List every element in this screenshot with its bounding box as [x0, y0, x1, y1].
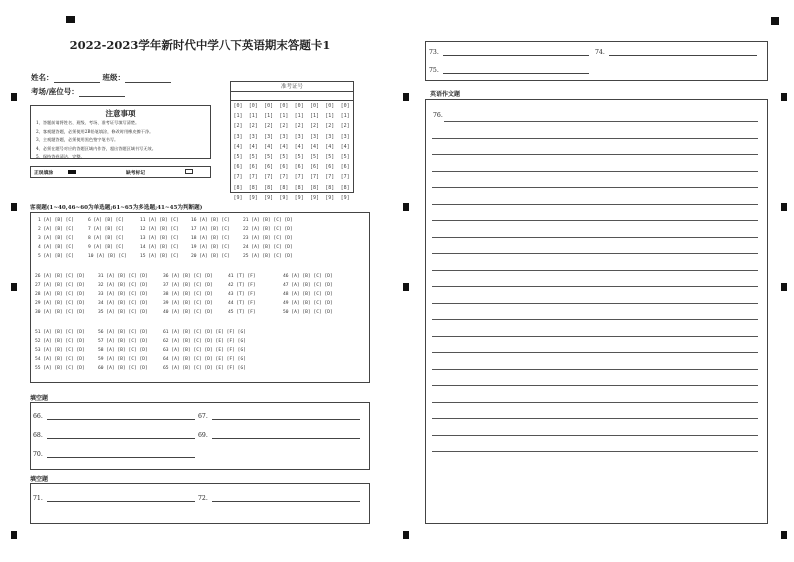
essay-writing-line[interactable]: [432, 220, 758, 221]
essay-writing-line[interactable]: [432, 385, 758, 386]
answer-choice-row[interactable]: 38 [A] [B] [C] [D]: [163, 291, 213, 297]
essay-writing-line[interactable]: [432, 154, 758, 155]
answer-75[interactable]: [429, 67, 589, 74]
digit-bubble[interactable]: [6]: [233, 164, 243, 171]
digit-bubble[interactable]: [1]: [279, 113, 289, 120]
exam-id-column[interactable]: [248, 101, 258, 203]
registration-mark: [11, 203, 17, 211]
digit-bubble[interactable]: [9]: [325, 194, 335, 201]
q66-label: 66.: [33, 413, 43, 420]
essay-writing-line[interactable]: [432, 369, 758, 370]
digit-bubble[interactable]: [4]: [309, 143, 320, 150]
digit-bubble[interactable]: [0]: [264, 103, 274, 109]
digit-bubble[interactable]: [4]: [233, 143, 243, 150]
q67-label: 67.: [198, 413, 208, 420]
answer-column: [163, 273, 213, 315]
answer-choice-row[interactable]: 59 [A] [B] [C] [D]: [98, 356, 148, 362]
q67-line[interactable]: [212, 413, 360, 420]
answer-74[interactable]: [595, 49, 757, 56]
answer-choice-row[interactable]: 51 [A] [B] [C] [D]: [35, 330, 85, 335]
answer-choice-row[interactable]: 28 [A] [B] [C] [D]: [35, 291, 85, 297]
answer-column: [228, 273, 256, 315]
answer-choice-row[interactable]: 44 [T] [F]: [228, 300, 256, 306]
registration-mark: [781, 531, 787, 539]
answer-choice-row[interactable]: 58 [A] [B] [C] [D]: [98, 347, 148, 353]
answer-column: [38, 217, 74, 259]
essay-writing-line[interactable]: [432, 171, 758, 172]
digit-bubble[interactable]: [6]: [279, 164, 289, 171]
answer-choice-row[interactable]: 1 [A] [B] [C]: [38, 218, 74, 223]
answer-choice-row[interactable]: 57 [A] [B] [C] [D]: [98, 338, 148, 344]
digit-bubble[interactable]: [1]: [340, 113, 350, 120]
answer-choice-row[interactable]: 10 [A] [B] [C]: [88, 253, 127, 259]
registration-mark: [771, 17, 779, 25]
answer-column: [191, 217, 230, 259]
answer-66[interactable]: [33, 413, 195, 420]
essay-writing-line[interactable]: [432, 204, 758, 205]
exam-id-write-row: [231, 92, 353, 101]
answer-choice-row[interactable]: 27 [A] [B] [C] [D]: [35, 282, 85, 288]
answer-choice-row[interactable]: 7 [A] [B] [C]: [88, 226, 124, 232]
answer-column: [163, 329, 246, 371]
essay-writing-line[interactable]: [432, 237, 758, 238]
digit-bubble[interactable]: [2]: [340, 123, 350, 130]
q69-label: 69.: [198, 432, 208, 439]
exam-id-column[interactable]: [340, 101, 350, 203]
q72-line[interactable]: [212, 495, 360, 502]
exam-id-column[interactable]: [310, 101, 320, 203]
digit-bubble[interactable]: [0]: [233, 103, 243, 109]
registration-mark: [781, 93, 787, 101]
digit-bubble[interactable]: [0]: [294, 103, 304, 109]
digit-bubble[interactable]: [3]: [325, 133, 335, 140]
room-seat-field[interactable]: [31, 86, 125, 97]
digit-bubble[interactable]: [2]: [325, 123, 335, 130]
digit-bubble[interactable]: [5]: [325, 153, 335, 160]
answer-choice-row[interactable]: 42 [T] [F]: [228, 282, 256, 288]
digit-bubble[interactable]: [0]: [309, 103, 320, 109]
digit-bubble[interactable]: [6]: [264, 164, 274, 171]
essay-writing-line[interactable]: [432, 187, 758, 188]
digit-bubble[interactable]: [5]: [340, 153, 350, 160]
digit-bubble[interactable]: [4]: [294, 143, 304, 150]
digit-bubble[interactable]: [8]: [325, 184, 335, 191]
answer-column: [35, 273, 85, 315]
essay-writing-line[interactable]: [432, 286, 758, 287]
answer-choice-row[interactable]: 22 [A] [B] [C] [D]: [243, 226, 293, 232]
answer-choice-row[interactable]: 4 [A] [B] [C]: [38, 244, 74, 250]
answer-choice-row[interactable]: 17 [A] [B] [C]: [191, 226, 230, 232]
registration-mark: [403, 531, 409, 539]
answer-choice-row[interactable]: 33 [A] [B] [C] [D]: [98, 291, 148, 297]
room-seat-label: 考场/座位号：: [31, 87, 79, 96]
q73-line[interactable]: [443, 49, 589, 56]
digit-bubble[interactable]: [1]: [233, 113, 243, 120]
digit-bubble[interactable]: [8]: [309, 184, 320, 191]
answer-choice-row[interactable]: 45 [T] [F]: [228, 309, 256, 315]
essay-writing-line[interactable]: [432, 319, 758, 320]
answer-choice-row[interactable]: 24 [A] [B] [C] [D]: [243, 244, 293, 250]
answer-choice-row[interactable]: 19 [A] [B] [C]: [191, 244, 230, 250]
answer-choice-row[interactable]: 32 [A] [B] [C] [D]: [98, 282, 148, 288]
essay-label-76: [433, 112, 443, 119]
digit-bubble[interactable]: [9]: [294, 194, 304, 201]
digit-bubble[interactable]: [5]: [248, 153, 258, 160]
exam-id-column[interactable]: [264, 101, 274, 203]
q74-line[interactable]: [609, 49, 757, 56]
digit-bubble[interactable]: [2]: [309, 123, 320, 130]
exam-id-column[interactable]: [233, 101, 243, 203]
essay-writing-line[interactable]: [432, 435, 758, 436]
digit-bubble[interactable]: [3]: [279, 133, 289, 140]
digit-bubble[interactable]: [2]: [248, 123, 258, 130]
answer-choice-row[interactable]: 47 [A] [B] [C] [D]: [283, 282, 333, 288]
notice-box: [30, 105, 211, 159]
q68-label: 68.: [33, 432, 43, 439]
answer-choice-row[interactable]: 53 [A] [B] [C] [D]: [35, 347, 85, 353]
digit-bubble[interactable]: [0]: [325, 103, 335, 109]
registration-mark: [11, 283, 17, 291]
answer-choice-row[interactable]: 29 [A] [B] [C] [D]: [35, 300, 85, 306]
right-top-box: [425, 41, 768, 81]
answer-choice-row[interactable]: 54 [A] [B] [C] [D]: [35, 356, 85, 362]
class-label: 班级：: [102, 73, 125, 82]
q74-label: 74.: [595, 49, 605, 56]
essay-writing-line[interactable]: [432, 418, 758, 419]
essay-writing-line[interactable]: [432, 402, 758, 403]
name-field[interactable]: [31, 72, 171, 83]
q75-line[interactable]: [443, 67, 589, 74]
digit-bubble[interactable]: [6]: [294, 164, 304, 171]
answer-choice-row[interactable]: 48 [A] [B] [C] [D]: [283, 291, 333, 297]
answer-choice-row[interactable]: 25 [A] [B] [C] [D]: [243, 253, 293, 259]
digit-bubble[interactable]: [4]: [325, 143, 335, 150]
answer-69[interactable]: [198, 432, 360, 439]
answer-choice-row[interactable]: 63 [A] [B] [C] [D] [E] [F] [G]: [163, 347, 246, 353]
digit-bubble[interactable]: [7]: [264, 174, 274, 181]
answer-choice-row[interactable]: 30 [A] [B] [C] [D]: [35, 309, 85, 315]
missing-mark-label: 正误填涂: [34, 170, 54, 176]
answer-column: [88, 217, 127, 259]
essay-header: 英语作文题: [430, 91, 461, 98]
digit-bubble[interactable]: [3]: [233, 133, 243, 140]
answer-column: [140, 217, 179, 259]
essay-writing-line[interactable]: [432, 336, 758, 337]
page-title: 2022-2023学年新时代中学八下英语期末答题卡1: [69, 38, 331, 52]
q72-label: 72.: [198, 495, 208, 502]
answer-choice-row[interactable]: 52 [A] [B] [C] [D]: [35, 338, 85, 344]
digit-bubble[interactable]: [8]: [294, 184, 304, 191]
answer-choice-row[interactable]: 12 [A] [B] [C]: [140, 226, 179, 232]
digit-bubble[interactable]: [7]: [325, 174, 335, 181]
digit-bubble[interactable]: [8]: [279, 184, 289, 191]
q70-label: 70.: [33, 451, 43, 458]
notice-title: 注意事项: [105, 109, 136, 118]
exam-id-column[interactable]: [325, 101, 335, 203]
answer-choice-row[interactable]: 18 [A] [B] [C]: [191, 235, 230, 241]
digit-bubble[interactable]: [3]: [309, 133, 320, 140]
essay-writing-line[interactable]: [432, 303, 758, 304]
q66-line[interactable]: [47, 413, 195, 420]
digit-bubble[interactable]: [2]: [233, 123, 243, 130]
answer-choice-row[interactable]: 36 [A] [B] [C] [D]: [163, 274, 213, 279]
essay-writing-line[interactable]: [432, 253, 758, 254]
digit-bubble[interactable]: [8]: [264, 184, 274, 191]
digit-bubble[interactable]: [2]: [294, 123, 304, 130]
essay-writing-line[interactable]: [432, 451, 758, 452]
digit-bubble[interactable]: [3]: [248, 133, 258, 140]
answer-choice-row[interactable]: 11 [A] [B] [C]: [140, 218, 179, 223]
fill-blank-header: 填空题: [30, 395, 49, 402]
answer-73[interactable]: [429, 49, 589, 56]
digit-bubble[interactable]: [5]: [309, 153, 320, 160]
digit-bubble[interactable]: [7]: [294, 174, 304, 181]
digit-bubble[interactable]: [3]: [340, 133, 350, 140]
digit-bubble[interactable]: [9]: [233, 194, 243, 201]
digit-bubble[interactable]: [6]: [325, 164, 335, 171]
q69-line[interactable]: [212, 432, 360, 439]
answer-choice-row[interactable]: 34 [A] [B] [C] [D]: [98, 300, 148, 306]
answer-choice-row[interactable]: 31 [A] [B] [C] [D]: [98, 274, 148, 279]
digit-bubble[interactable]: [4]: [340, 143, 350, 150]
absent-mark-label: 缺考标记: [126, 170, 146, 176]
digit-bubble[interactable]: [0]: [279, 103, 289, 109]
answer-choice-row[interactable]: 23 [A] [B] [C] [D]: [243, 235, 293, 241]
name-input-line[interactable]: [54, 74, 100, 83]
q70-line[interactable]: [47, 451, 195, 458]
answer-choice-row[interactable]: 61 [A] [B] [C] [D] [E] [F] [G]: [163, 330, 246, 335]
answer-choice-row[interactable]: 55 [A] [B] [C] [D]: [35, 365, 85, 371]
answer-column: [35, 329, 85, 371]
answer-choice-row[interactable]: 2 [A] [B] [C]: [38, 226, 74, 232]
q71-label: 71.: [33, 495, 43, 502]
answer-choice-row[interactable]: 64 [A] [B] [C] [D] [E] [F] [G]: [163, 356, 246, 362]
answer-choice-row[interactable]: 40 [A] [B] [C] [D]: [163, 309, 213, 315]
digit-bubble[interactable]: [7]: [248, 174, 258, 181]
registration-mark: [781, 283, 787, 291]
digit-bubble[interactable]: [1]: [248, 113, 258, 120]
mark-legend: [30, 166, 211, 178]
notice-line: 1、答题前请将姓名、班级、考场、准考证号填写清楚。: [36, 120, 140, 125]
answer-choice-row[interactable]: 37 [A] [B] [C] [D]: [163, 282, 213, 288]
answer-choice-row[interactable]: 8 [A] [B] [C]: [88, 235, 124, 241]
registration-mark: [403, 203, 409, 211]
answer-choice-row[interactable]: 39 [A] [B] [C] [D]: [163, 300, 213, 306]
name-label: 姓名：: [31, 73, 54, 82]
answer-choice-row[interactable]: 21 [A] [B] [C] [D]: [243, 218, 293, 223]
filled-sample: [68, 170, 76, 174]
exam-id-header: 准考证号: [231, 82, 353, 92]
answer-72[interactable]: [198, 495, 360, 502]
answer-choice-row[interactable]: 9 [A] [B] [C]: [88, 244, 124, 250]
digit-bubble[interactable]: [8]: [233, 184, 243, 191]
answer-choice-row[interactable]: 49 [A] [B] [C] [D]: [283, 300, 333, 306]
answer-choice-row[interactable]: 3 [A] [B] [C]: [38, 235, 74, 241]
answer-column: [98, 329, 148, 371]
digit-bubble[interactable]: [8]: [340, 184, 350, 191]
fill-blank-box: [30, 483, 370, 524]
q73-label: 73.: [429, 49, 439, 56]
essay-writing-line[interactable]: [432, 352, 758, 353]
digit-bubble[interactable]: [1]: [264, 113, 274, 120]
answer-choice-row[interactable]: 60 [A] [B] [C] [D]: [98, 365, 148, 371]
answer-choice-row[interactable]: 13 [A] [B] [C]: [140, 235, 179, 241]
digit-bubble[interactable]: [3]: [264, 133, 274, 140]
digit-bubble[interactable]: [9]: [279, 194, 289, 201]
digit-bubble[interactable]: [7]: [309, 174, 320, 181]
notice-line: 3、主观题答题，必须使用黑色签字笔书写。: [36, 137, 119, 142]
answer-68[interactable]: [33, 432, 195, 439]
digit-bubble[interactable]: [4]: [248, 143, 258, 150]
notice-line: 2、客观题答题，必须使用2B铅笔填涂，修改时用橡皮擦干净。: [36, 128, 154, 134]
digit-bubble[interactable]: [9]: [248, 194, 258, 201]
registration-mark: [781, 203, 787, 211]
notice-line: 4、必须在题号对应的答题区域内作答，超出答题区域书写无效。: [36, 145, 156, 151]
exam-id-column[interactable]: [279, 101, 289, 203]
digit-bubble[interactable]: [7]: [279, 174, 289, 181]
answer-choice-row[interactable]: 26 [A] [B] [C] [D]: [35, 274, 85, 279]
digit-bubble[interactable]: [1]: [325, 113, 335, 120]
q75-label: 75.: [429, 67, 439, 74]
absent-checkbox[interactable]: [185, 169, 193, 174]
answer-choice-row[interactable]: 14 [A] [B] [C]: [140, 244, 179, 250]
digit-bubble[interactable]: [5]: [264, 153, 274, 160]
essay-writing-line[interactable]: [432, 270, 758, 271]
answer-choice-row[interactable]: 16 [A] [B] [C]: [191, 218, 230, 223]
objective-header: 客观题(1~40,46~60为单选题;61~65为多选题;41~45为判断题): [30, 205, 203, 211]
digit-bubble[interactable]: [6]: [248, 164, 258, 171]
registration-mark: [403, 93, 409, 101]
answer-choice-row[interactable]: 46 [A] [B] [C] [D]: [283, 274, 333, 279]
digit-bubble[interactable]: [4]: [264, 143, 274, 150]
answer-choice-row[interactable]: 65 [A] [B] [C] [D] [E] [F] [G]: [163, 365, 246, 371]
q76-label: 76.: [433, 112, 443, 119]
digit-bubble[interactable]: [1]: [294, 113, 304, 120]
answer-choice-row[interactable]: 41 [T] [F]: [228, 274, 256, 279]
digit-bubble[interactable]: [2]: [264, 123, 274, 130]
exam-id-bubbles[interactable]: [230, 101, 354, 201]
registration-mark: [66, 16, 75, 23]
essay-box: [425, 99, 768, 524]
registration-mark: [11, 93, 17, 101]
answer-choice-row[interactable]: 15 [A] [B] [C]: [140, 253, 179, 259]
exam-id-column[interactable]: [294, 101, 304, 203]
answer-choice-row[interactable]: 62 [A] [B] [C] [D] [E] [F] [G]: [163, 338, 246, 344]
class-input-line[interactable]: [125, 74, 171, 83]
answer-71[interactable]: [33, 495, 195, 502]
answer-column: [98, 273, 148, 315]
digit-bubble[interactable]: [1]: [309, 113, 320, 120]
digit-bubble[interactable]: [5]: [294, 153, 304, 160]
digit-bubble[interactable]: [2]: [279, 123, 289, 130]
digit-bubble[interactable]: [0]: [340, 103, 350, 109]
answer-67[interactable]: [198, 413, 360, 420]
digit-bubble[interactable]: [0]: [248, 103, 258, 109]
answer-choice-row[interactable]: 20 [A] [B] [C]: [191, 253, 230, 259]
room-seat-input-line[interactable]: [79, 88, 125, 97]
digit-bubble[interactable]: [6]: [309, 164, 320, 171]
digit-bubble[interactable]: [5]: [233, 153, 243, 160]
digit-bubble[interactable]: [7]: [233, 174, 243, 181]
digit-bubble[interactable]: [9]: [309, 194, 320, 201]
digit-bubble[interactable]: [9]: [340, 194, 350, 201]
digit-bubble[interactable]: [4]: [279, 143, 289, 150]
q68-line[interactable]: [47, 432, 195, 439]
digit-bubble[interactable]: [5]: [279, 153, 289, 160]
answer-choice-row[interactable]: 6 [A] [B] [C]: [88, 218, 124, 223]
digit-bubble[interactable]: [9]: [264, 194, 274, 201]
digit-bubble[interactable]: [8]: [248, 184, 258, 191]
notice-line: 5、保持答卷清洁、完整。: [36, 154, 85, 159]
digit-bubble[interactable]: [7]: [340, 174, 350, 181]
digit-bubble[interactable]: [6]: [340, 164, 350, 171]
essay-writing-line[interactable]: [444, 121, 758, 122]
fill-blank-header: 填空题: [30, 476, 49, 483]
answer-70[interactable]: [33, 451, 195, 458]
q71-line[interactable]: [47, 495, 195, 502]
essay-writing-line[interactable]: [432, 138, 758, 139]
answer-choice-row[interactable]: 50 [A] [B] [C] [D]: [283, 309, 333, 315]
answer-column: [243, 217, 293, 259]
answer-choice-row[interactable]: 35 [A] [B] [C] [D]: [98, 309, 148, 315]
answer-choice-row[interactable]: 43 [T] [F]: [228, 291, 256, 297]
answer-choice-row[interactable]: 56 [A] [B] [C] [D]: [98, 330, 148, 335]
registration-mark: [403, 283, 409, 291]
digit-bubble[interactable]: [3]: [294, 133, 304, 140]
registration-mark: [11, 531, 17, 539]
answer-column: [283, 273, 333, 315]
answer-choice-row[interactable]: 5 [A] [B] [C]: [38, 253, 74, 259]
